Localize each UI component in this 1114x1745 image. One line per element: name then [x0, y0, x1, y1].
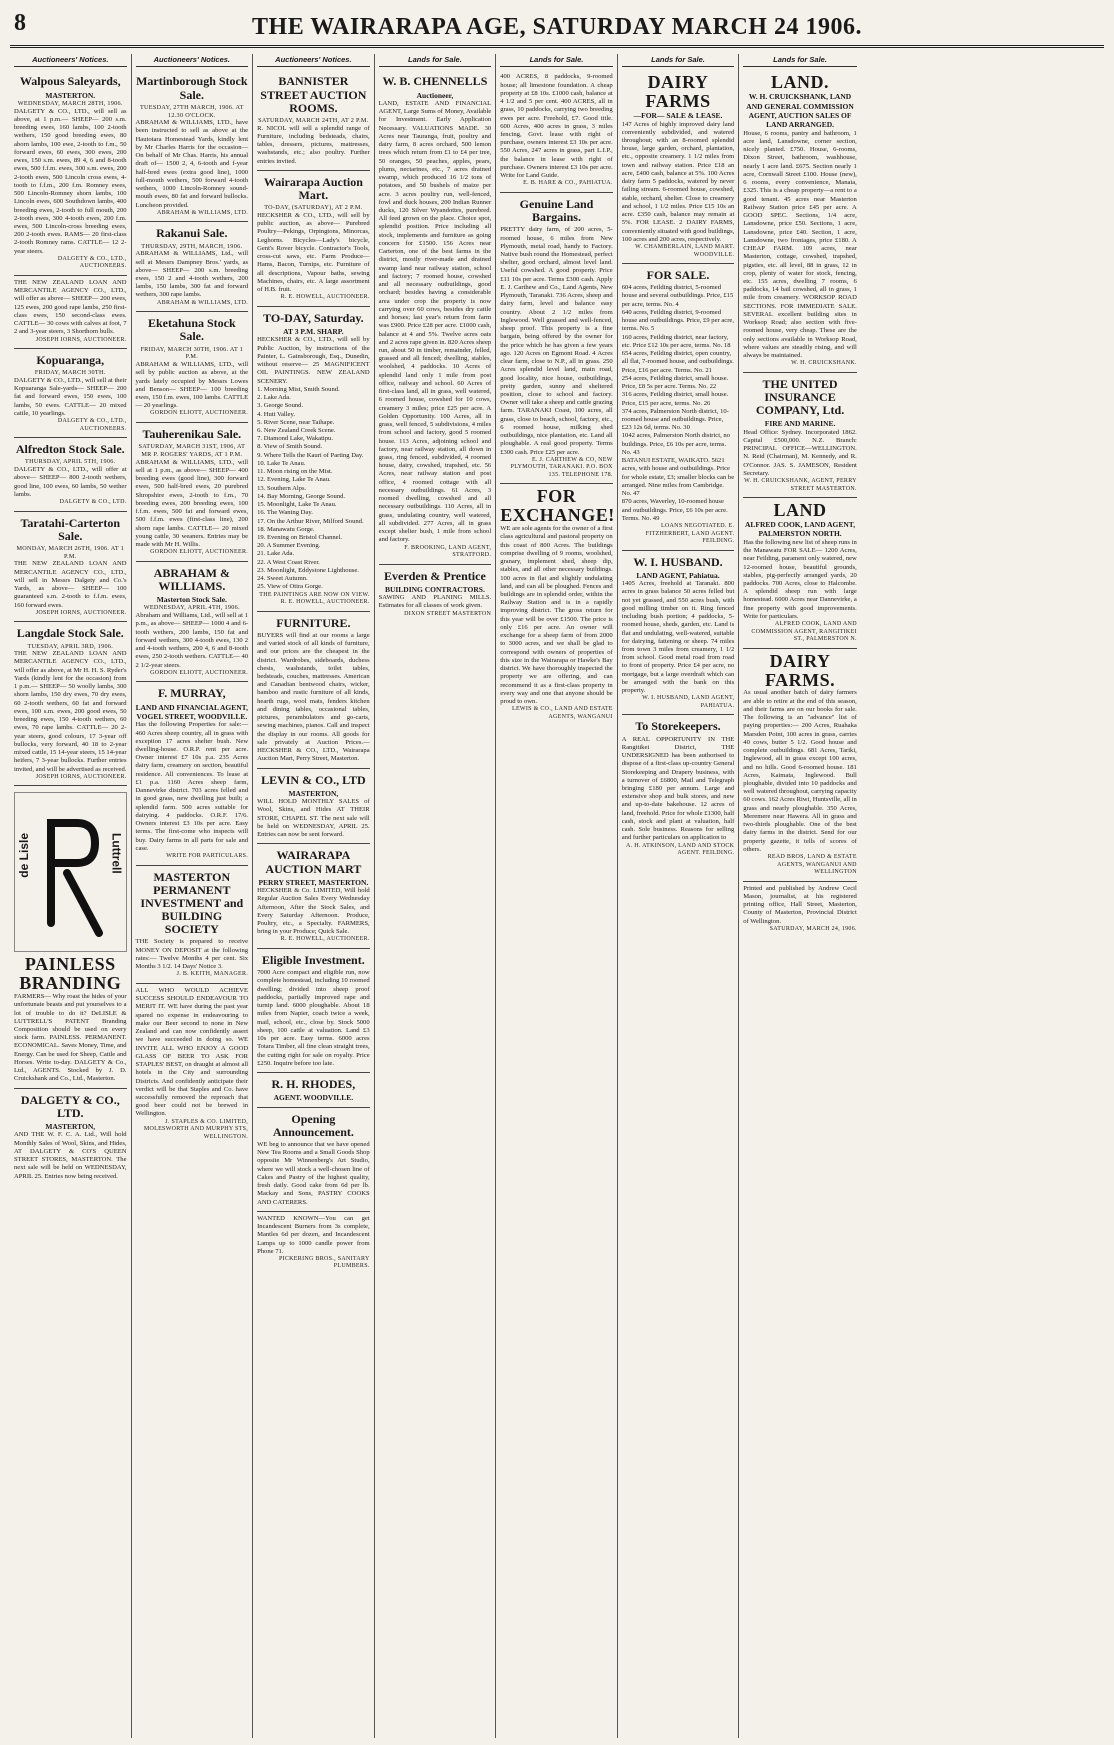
ad-date: FRIDAY, MARCH 30TH. — [34, 369, 106, 377]
list-item: 870 acres, Waverley, 10-roomed house and outbuildings. Price, £6 10s per acre. Terms. No. 49 — [621, 498, 728, 522]
ad-subtitle: MASTERTON, — [45, 1122, 96, 1131]
advertisement — [500, 193, 613, 484]
ad-signature: ABRAHAM & WILLIAMS, LTD. — [157, 299, 249, 306]
ad-title: Opening Announcement. — [272, 1111, 354, 1139]
ad-title: DAIRY FARMS. — [764, 650, 836, 690]
ad-title: W. B. CHENNELLS — [382, 74, 488, 89]
newspaper-page — [10, 8, 1104, 1738]
ad-subtitle: AT 3 P.M. SHARP. — [283, 327, 344, 337]
ad-body: A REAL OPPORTUNITY IN THE Rangitikei District, THE UNDERSIGNED has been authorised to dispose of a first-class up-country General Storekeeping and Drapery business, with a turnover of £6800, Mail and Telegraph bringing £180 per annum. Large and extensive shop and bulk stores, and new and up-to-date bakehouse. 12 acres of land, freehold. Price for whole £1300, half cash, stock and plant at valuation, half cash. Sole business. Reasons for selling and further particulars on application to — [621, 735, 735, 842]
ad-signature: ALFRED COOK, LAND AND COMMISSION AGENT, RANGITIKEI ST., PALMERSTON N. — [751, 621, 857, 643]
ad-body: 400 ACRES, 8 paddocks, 9-roomed house; all limestone foundation. A cheap property at £8 10s. £1000 cash, balance at 4 1/2 and 5 per cent. 400 ACRES, all in grass, 10 paddocks, carrying two breeding ewes per acre. Freehold, £7. Good title. 600 Acres, 400 acres in grass, 3 miles fencing, Govt. lease with right of purchase, owners interest £3 10s per acre. 550 Acres, 247 acres in grass, part L.I.P., the balance in lease with right of purchase. Owners interest £3 10s per acre. Write for Land Guide. — [500, 73, 613, 180]
advertisement — [136, 562, 249, 683]
ad-signature: DALGETY & CO., LTD., AUCTIONEERS. — [57, 418, 127, 432]
column-7 — [739, 54, 861, 1738]
column-header: Auctioneers' Notices. — [257, 54, 370, 67]
ad-body: SAWING AND PLANING MILLS. Estimates for all classes of work given. — [378, 594, 492, 610]
column-3 — [253, 54, 375, 1738]
advertisement — [14, 70, 127, 276]
ad-subtitle: Masterton Stock Sale. — [156, 595, 227, 605]
ad-title: Walpous Saleyards, — [19, 74, 121, 89]
ad-body: Head Office: Sydney. Incorporated 1862. Capital £500,000. N.Z. Branch: PRINCIPAL OFFICE—WELLINGTON. N. Reid (Chairman), M. Kennedy, and R. O'Connor. JAS. S. JAMESON, Resident Secretary. — [743, 428, 857, 477]
ad-body: ABRAHAM & WILLIAMS, Ltd., will sell at Messrs Dampney Bros.' yards, as above— SHEEP— 200 s.m. breeding ewes, 150 2 and 4-tooth wethers, 200 lambs, 150 lambs, 300 fat and forward wethers, 300 rape lambs. — [135, 250, 249, 299]
advertisement — [14, 349, 127, 438]
advertisement — [622, 715, 735, 861]
list-item: 11. Moon rising on the Mist. — [257, 468, 333, 476]
newspaper-title: THE WAIRARAPA AGE, SATURDAY MARCH 24 1906. — [252, 14, 862, 40]
ad-body: THE NEW ZEALAND LOAN AND MERCANTILE AGENCY CO., LTD., will offer as above— SHEEP— 200 ewes, 125 ewes, 200 good rape lambs, 250 first-class ewes, 150 second-class ewes. CATTLE— 30 cows with calves at foot, 7 2 and 3-year steers, 3 Shorthorn bulls. — [14, 278, 127, 336]
ad-date: FRIDAY, MARCH 30TH, 1906. AT 1 P.M. — [140, 345, 244, 361]
advertisement — [500, 484, 613, 725]
list-item: 25. View of Otira Gorge. — [257, 583, 323, 591]
ad-subtitle: MASTERTON. — [45, 90, 96, 100]
list-item: 316 acres, Feilding district, small house. Price, £15 per acre, terms. No. 26 — [621, 391, 729, 407]
advertisement — [14, 438, 127, 511]
masthead — [10, 8, 1104, 48]
advertisement — [622, 70, 735, 264]
advertisement — [743, 373, 857, 498]
ad-body: THE NEW ZEALAND LOAN AND MERCANTILE AGENCY CO., LTD., will sell in Messrs Dalgety and Co.'s Yards, as above— SHEEP— 100 guaranteed s.m. 2-tooth to f.f.m. ewes, 160 forward ewes. — [14, 560, 127, 609]
ad-title: ABRAHAM & WILLIAMS. — [153, 565, 230, 593]
list-item: 10. Lake Te Anau. — [257, 459, 306, 467]
advertisement — [257, 307, 370, 612]
list-item: 23. Moonlight, Eddystone Lighthouse. — [257, 566, 359, 574]
ad-title: THE UNITED INSURANCE COMPANY, Ltd. — [755, 376, 845, 418]
list-item: 14. Bay Morning, George Sound. — [257, 492, 346, 500]
column-header: Lands for Sale. — [379, 54, 492, 67]
ad-body: ABRAHAM & WILLIAMS, LTD., have been instructed to sell as above at the Hautotara Homestead Yards, kindly lent by Mr Charles Harris for the occasion— On behalf of Mr Chas. Harris, his annual draft of— 1500 2, 4, 6-tooth and f-year half-bred ewes (extra good line), 1000 full-mouth wethers, 500 forward 4-tooth wethers, 1000 Lincoln-Romney sound-mouth ewes, 80 fat and forward bullocks. Luncheon provided. — [135, 119, 249, 209]
ad-body: Abraham and Williams, Ltd., will sell at 1 p.m., as above— SHEEP— 1000 4 and 6-tooth wethers, 200 lambs, 150 fat and forward wethers, 300 4-tooth ewes, 130 2 and 4-tooth wethers, 200 4, 6 and 8-tooth ewes, 250 2-tooth wethers. CATTLE— 40 2 1/2-year steers. — [135, 612, 249, 669]
ad-signature: J. B. KEITH, MANAGER. — [176, 971, 249, 978]
list-item: 374 acres, Palmerston North district, 10-roomed house and outbuildings. Price, £23 12s 6d, terms. No. 30 — [621, 407, 729, 432]
list-item: 5. River Scene, near Taihape. — [257, 418, 335, 426]
ad-body: 147 Acres of highly improved dairy land conveniently subdivided, and watered throughout; with an 8-roomed splendid house, large garden, orchard, plantation, etc., opposite creamery. 1 1/2 miles from town and railway station. Price £18 an acre, £400 cash, balance at 5%. 100 Acres dairy farm 5 paddocks, watered by never failing stream. 6-roomed house, cowshed, stable, orchard, shelter. Close to creamery and school, 1 1/2 miles. Price £15 10s an acre. £350 cash, balance may remain at 5%. FOR LEASE. 2 DAIRY FARMS, conveniently situated with good buildings, 100 acres and 200 acres, respectively. — [621, 120, 735, 243]
ad-signature: W. H. CRUICKSHANK, AGENT, PERRY STREET MASTERTON. — [744, 478, 857, 492]
ad-signature: E. J. CARTHEW & CO, NEW PLYMOUTH, TARANAKI. P.O. BOX 135. TELEPHONE 178. — [510, 456, 613, 478]
ad-title: Martinborough Stock Sale. — [136, 74, 248, 102]
advertisement — [136, 222, 249, 312]
ad-body: 1405 Acres, freehold at Taranaki. 800 acres in grass balance 50 acres felled but not yet grassed, and 550 acres bush, with good milling timber on it. Ring fenced including bush portion; 4 paddocks, 5-roomed house, sheds, garden, etc. Land is flat and undulating, well-watered, suitable for dairying, fattening or sheep. 74 miles from town 3 miles from creamery, 1 1/2 from school. Good metal road from road to front of property. Price £4 per acre, no mortgage, but a large overdraft which can be arranged with the bank on this property. — [621, 580, 735, 695]
list-item: 254 acres, Feilding district, small house. Price, £8 5s per acre. Terms. No. 22 — [621, 374, 729, 391]
advertisement — [257, 1108, 370, 1212]
column-2 — [132, 54, 254, 1738]
ad-date: WEDNESDAY, MARCH 28TH, 1906. — [17, 99, 123, 107]
advertisement — [257, 1212, 370, 1275]
ad-signature: R. E. HOWELL, AUCTIONEER. — [280, 294, 370, 301]
ad-body: BUYERS will find at our rooms a large and varied stock of all kinds of furniture, and our prices are the cheapest in the district. Wardrobes, sideboards, duchess chests, washstands, toilet tables, bedsteads, couches, mattresses. American and Canadian bentwood chairs, wicker, bamboo and rustic furniture of all kinds, hearth rugs, wool mats, fenders kitchen and dining tables, occasional tables, pictures, perambulators and go-carts, sewing machines, pianos. Call and inspect the display in our rooms. All goods for sale privately at Auction Prices.—HECKSHER & CO., LTD., Wairarapa Auction Mart, Perry Street, Masterton. — [257, 631, 370, 763]
advertisement — [136, 70, 249, 222]
ad-date: WEDNESDAY, APRIL 4TH, 1906. — [143, 604, 240, 612]
column-header: Lands for Sale. — [743, 54, 857, 67]
advertisement — [257, 949, 370, 1073]
ad-title: LAND — [773, 500, 827, 521]
list-item: 17. On the Arthur River, Milford Sound. — [257, 517, 364, 525]
advertisement — [257, 70, 370, 170]
advertisement — [14, 1089, 127, 1185]
ad-subtitle: FIRE AND MARINE. — [764, 419, 836, 429]
ad-title: FURNITURE. — [276, 615, 351, 630]
branding-iron-icon — [37, 803, 107, 943]
ad-body: DALGETY & CO., LTD., will offer at above— SHEEP— 800 2-tooth wethers, good line, 100 ewes, 60 lambs, 50 wether lambs. — [14, 466, 127, 498]
ad-date: SATURDAY, MARCH 24TH, AT 2 P.M. — [258, 116, 369, 124]
list-item: 13. Southern Alps. — [257, 484, 307, 492]
column-header: Auctioneers' Notices. — [14, 54, 127, 67]
ad-signature: LEWIS & CO., LAND AND ESTATE AGENTS, WANGANUI — [511, 706, 613, 720]
ad-signature: READ BROS, LAND & ESTATE AGENTS, WANGANUI AND WELLINGTON — [767, 854, 857, 876]
list-item: 640 acres, Feilding district, 9-roomed house and outbuildings. Price, £9 per acre, terms. No. 5 — [621, 308, 734, 333]
list-item: 9. Where Tells the Kauri of Parting Day. — [257, 451, 364, 459]
ad-signature: GORDON ELIOTT, AUCTIONEER. — [150, 549, 249, 556]
ad-subtitle: ALFRED COOK, LAND AGENT, PALMERSTON NORTH. — [745, 520, 856, 539]
advertisement — [622, 551, 735, 716]
ad-date: TO-DAY, (SATURDAY), AT 2 P.M. — [264, 204, 363, 212]
ad-title: Genuine Land Bargains. — [519, 196, 594, 225]
list-item: 6. New Zealand Creek Scene. — [257, 426, 336, 434]
ad-title: FOR EXCHANGE! — [500, 486, 615, 526]
column-6 — [618, 54, 740, 1738]
advertisement — [14, 512, 127, 623]
ad-subtitle: PERRY STREET, MASTERTON. — [258, 877, 369, 887]
ad-signature: THE PAINTINGS ARE NOW ON VIEW. R. E. HOWELL, AUCTIONEER. — [259, 591, 370, 606]
ad-title: Tauherenikau Sale. — [142, 426, 242, 441]
list-item: 24. Sweet Autumn. — [257, 575, 308, 583]
ad-date: TUESDAY, 27TH MARCH, 1906. AT 12.30 O'CLOCK. — [139, 103, 244, 119]
list-item: 18. Manawatu Gorge. — [257, 525, 315, 533]
advertisement — [136, 682, 249, 865]
columns-container — [10, 54, 1104, 1738]
ad-body: Has the following Properties for sale:— 460 Acres sheep country, all in grass with exception 17 acres shelter bush. New dwelling-house. O.R.P. rent per acre. Owner interest £7 10s p.a. 235 Acres dairy farm, creamery on section, beautiful residence. All conveniences. To lease at £1 p.a. 1160 Acres sheep farm, Dannevirke district. 703 acres felled and in good grass, new dwelling just built; a splendid farm. 500 acres suitable for dairying. 4 paddocks. O.R.F. 17/6. Owners interest £3 10s per acre. Easy terms. The first-come who inspects will buy. Dairy farms in all parts for sale and case. — [135, 721, 249, 852]
ad-signature: DIXON STREET MASTERTON — [404, 610, 492, 617]
ad-title: DAIRY FARMS — [645, 72, 711, 112]
ad-title: Taratahi-Carterton Sale. — [20, 515, 121, 543]
list-item: 2. Lake Ada. — [257, 394, 291, 402]
ad-body: ABRAHAM & WILLIAMS, LTD., will sell by public auction as above, at the yards lately occupied by Messrs Lowes and Benson— SHEEP— 100 breeding ewes, 150 f.m. ewes, 100 lambs. CATTLE— 20 yearlings. — [135, 361, 249, 410]
list-item: 7. Diamond Lake, Wakatipu. — [257, 435, 333, 443]
ad-body: WE are sole agents for the owner of a first class agricultural and pastoral property on this coast of 800 Acres. The buildings comprise dwelling of 9 rooms, woolshed, granary, implement shed, sheep dip, stables, and all other necessary buildings. 100 acres in flat and slightly undulating land, and can all be ploughed. Fences and buildings are in splendid order, within the Railway Station and is in a rapidly improving district. The gross return for this year will be over £1500. The price is only £16 per acre. An owner will exchange for a sheep farm of from 2000 to 3000 acres, and we shall be glad to correspond with owners of properties of this size in the Wairarapa or Hawke's Bay district. We have thoroughly inspected the property we are offering, and can recommend it as a first-class property in every way and one that anyone should be proud to own. — [500, 525, 613, 706]
advertisement — [743, 498, 857, 648]
advertisement — [257, 769, 370, 845]
list-item: BATANUI ESTATE, WAIKATO. 5621 acres, with house and outbuildings. Price for whole estate, £3; smaller blocks can be arranged. Nine miles from Cambridge. No. 47 — [621, 457, 735, 498]
ad-signature: PICKERING BROS., SANITARY PLUMBERS. — [278, 1255, 370, 1270]
ad-title: Rakanui Sale. — [156, 226, 228, 241]
advertisement — [379, 565, 492, 623]
ad-signature: DALGETY & CO., LTD. — [59, 499, 127, 506]
ad-signature: GORDON ELIOTT, AUCTIONEER. — [150, 410, 249, 417]
ad-subtitle: LAND AGENT, Pahiatua. — [636, 570, 720, 580]
list-item: 16. The Waning Day. — [257, 509, 313, 517]
column-4 — [375, 54, 497, 1738]
ad-body: As usual another batch of dairy farmers are able to retire at the end of this season, and their farms are on our books for sale. The following is an "advance" list of paying properties:— 200 Acres, Ruahaka Marsden Point, 100 acres in grass, carries 40 cows, butter 5 1/2. Good house and complete outbuildings. 681 Acres, Tariki, Inglewood, all in grass except 100 acres, and no hills. Good 6-roomed house. 181 Acres, Kaimata, Inglewood. Bull ploughable, divided into 10 paddocks and well watered throughout, carrying capacity 60 cows. 162 Acres Riwi, Huntsville, all in grass and nearly ploughable. 350 Acres, Meremere near Hawera. All in grass and two-thirds ploughable. One of the best dairy farms in the district. Send for our property gazette, it tells of scores of others. — [743, 689, 857, 853]
advertisement — [257, 844, 370, 949]
ad-date: THURSDAY, APRIL 5TH, 1906. — [25, 458, 116, 466]
ad-subtitle: MASTERTON, — [288, 788, 339, 798]
list-item: 21. Lake Ada. — [257, 550, 295, 558]
ad-body: Has the following new list of sheep runs in the Manawatu FOR SALE— 1200 Acres, near Feilding, parament only watered, new 12-roomed house, beautiful grounds, stables, pig-perfectly arranged yards, 20 paddocks. 700 Acres, close to Halcombe. A splendid sheep run with large homestead. 6000 Acres near Dannevirke, a fine property with good improvements. Write for particulars. — [743, 538, 857, 620]
advertisement — [14, 786, 127, 1088]
ad-body: House, 6 rooms, pantry and bathroom, 1 acre land, Lansdowne, corner section, nicely planted. £750. House, 6-rooms, Dixon Street, bathroom, washhouse, nearly 1 acre land. £675. Section nearly 1 acre, Cornwall Street £100. House (new), 6 rooms, every convenience, Manaia, £325. This is a cheap property—a rent to a good tenant. 45 acres near Masterton Railway Station price £45 per acre. A GOOD SPEC. Sections, 1/4 acre, Lansdowne, price £50. Sections, 1 acre, Lansdowne, price £40. Section, 1 acre, Lansdowne, two frontages, price £180. A CHEAP FARM. 109 acres, near Masterton, cottage, cowshed, trapshed, pigsties, etc. all level, 88 in grass, 12 in crop, plenty of water for stock, fencing, etc. 155 acres, dwelling 7 rooms, 6 paddocks, 14 bail cowshed, all in grass, 1 mile from creamery. WORKSOP ROAD SECTIONS. FOR IMMEDIATE SALE. SEVERAL excellent building sites in Worksop Road; also section with five-roomed house, very cheap. These are the only sections available in Worksop Road, where values are steadily rising, and will always be maintained. — [743, 129, 857, 360]
ad-title: WAIRARAPA AUCTION MART — [265, 848, 362, 876]
ad-signature: ABRAHAM & WILLIAMS, LTD. — [157, 209, 249, 216]
ad-body: AND THE W. F. C. A. Ltd., Will hold Monthly Sales of Wool, Skins, and Hides, AT DALGETY & CO'S QUEEN STREET STORES, MASTERTON. The next sale will be held on WEDNESDAY, APRIL 25. Entries now being received. — [14, 1131, 127, 1180]
ad-signature: W. CHAMBERLAIN, LAND MART. WOODVILLE. — [635, 244, 735, 258]
ad-title: Kopuaranga, — [36, 353, 105, 368]
ad-body: LAND, ESTATE AND FINANCIAL AGENT, Large Sums of Money, Available for Investment. Early Application Necessary. VALUATIONS MADE. 30 Acres near Tauranga, fruit, poultry and dairy farm, 8 acres orchard, 500 lemon trees which return from £1 to £4 per tree, 50 oranges, 50 peaches, apples, pears, plums, nectarines, etc., 7 acres drained swamp, which produced 16 1/2 tons of potatoes, and 50 bushels of maize per acre. 3 acres poultry run, well-fenced, fowl and duck houses, 200 Indian Runner ducks, 120 Silver Wyandottes, purebred. All feed grown on the place. Choice spot, splendid position. Price including all stock, implements and furniture as going concern for £1500. 156 Acres near Carterton, one of the best farms in the district, mostly river-made and drained swamp land near railway station, school and factory; 7 roomed house, cowshed and all necessary outbuildings, good orchard; besides having a considerable area under crop the property is now carrying over 60 cows, besides dry cattle and horses; last year's return from farm was £900. Price £28 per acre. £1000 cash, balance at 4 and 5%. Twelve acres oats and 2 acres rape given in. 820 Acres sheep run, about 50 in timber, remainder, felled, grassed and all fenced; dwelling, stables, woolshed, 4 paddocks. 10 Acres of splendid land only 1 mile from post office, railway and school. 60 Acres of first-class land, all in grass, well watered, 6 roomed house, cowshed for 10 cows, creamery 3 miles; price £25 per acre. A Golden Opportunity. 100 Acres, all in grass, well fenced, 5 subdivisions, 4 miles from school and factory, good 5 roomed house. 113 Acres, adjoining school and factory, near railway station, all down in grass, ring fenced, subdivided, 4 roomed house, dairy, cowshed, trapshed, etc. 56 Acres, near railway station and post office, 4 roomed cottage with all necessary outbuildings. 61 Acres, 3 roomed dwelling, cowshed and all necessary outbuildings. 110 Acres, all in grass, undulating country, well watered, all subdivided. 277 Acres, all in grass except shelter bush, 1 mile from school and factory. — [378, 99, 492, 544]
list-item: 20. A Summer Evening. — [257, 542, 321, 550]
ad-body: WILL HOLD MONTHLY SALES of Wool, Skins, and Hides AT THEIR STORE, CHAPEL ST. The next sale will be held on WEDNESDAY, APRIL 25. Entries can now be sent forward. — [257, 798, 370, 839]
ad-title: TO-DAY, Saturday. — [263, 310, 364, 325]
ad-body: THE Society is prepared to receive MONEY ON DEPOSIT at the following rates:— Twelve Months 4 per cent. Six Months 3 1/2. 14 Days' Notice 3. — [135, 938, 249, 971]
ad-subtitle: BUILDING CONTRACTORS. — [384, 584, 485, 594]
ad-body: THE NEW ZEALAND LOAN AND MERCANTILE AGENCY CO., LTD., will offer as above, at Mr H. H. S. Ryder's Yards (kindly lent for the occasion) from 1 p.m.— SHEEP— 50 woolly lambs, 300 shorn lambs, 150 dry ewes, 70 dry ewes, 60 2-tooth wethers, 60 fat and forward ewes, 100 s.m. ewes, 200 good ewes, 50 breeding ewes, 150 4-tooth wethers, 60 ewes, 70 rape lambs. CATTLE— 20 2-year steers, good colours, 17 3-year off bullocks, very forward, 40 18 to 2-year mixed cattle, 15 14-year steers, 15 14-year heifers, 7 3-year bullocks. Further entries invited, and will be advertised as received. — [14, 650, 127, 773]
ad-title: F. MURRAY, — [157, 686, 226, 701]
ad-date: SATURDAY, MARCH 31ST, 1906, AT MR P. ROGERS' YARDS, AT 1 P.M. — [138, 443, 246, 458]
advertisement — [500, 70, 613, 193]
ad-body: HECKSHER & CO., LTD., will sell by public auction, as above— Purebred Poultry—Pekings, Orpingtons, Minorcas, Leghorns. Bicycles—Lady's bicycle, Gent's Rover bicycle. Contractor's Tools, cross-cut saws, etc. Farm Produce—Hams, Bacon, Turnips, etc. Furniture of all descriptions, Vapour baths, sewing Machines, chairs, etc. A large assortment of H.B. fruit. — [257, 211, 370, 294]
ad-date: THURSDAY, 29TH, MARCH, 1906. — [141, 242, 243, 250]
ad-signature: DALGETY & CO., LTD., AUCTIONEERS. — [57, 255, 127, 270]
ad-subtitle: W. H. CRUICKSHANK, LAND AND GENERAL COMMISSION AGENT, AUCTION SALES OF LAND ARRANGED. — [746, 92, 854, 130]
column-header: Auctioneers' Notices. — [136, 54, 249, 67]
column-header: Lands for Sale. — [622, 54, 735, 67]
ad-title: BANNISTER STREET AUCTION ROOMS. — [260, 74, 367, 115]
ad-title: Eligible Investment. — [262, 952, 365, 967]
advertisement — [743, 70, 857, 372]
ad-body: DALGETY & CO., LTD., will sell at their Kopuaranga Sale-yards— SHEEP— 200 fat and forward ewes, 150 ewes, 100 lambs, 50 ewes. CATTLE— 20 mixed cattle, 10 yearlings. — [14, 376, 127, 417]
advertisement — [743, 882, 857, 938]
ad-title: LAND. — [771, 72, 830, 93]
advertisement — [136, 984, 249, 1145]
ad-title: PAINLESS BRANDING — [19, 954, 122, 994]
ad-title: R. H. RHODES, — [271, 1076, 356, 1091]
column-header: Lands for Sale. — [500, 54, 613, 67]
ad-title: DALGETY & CO., LTD. — [20, 1092, 120, 1120]
brand-label-right: Luttrell — [109, 833, 124, 874]
ad-title: MASTERTON PERMANENT INVESTMENT and BUILDING SOCIETY — [140, 869, 244, 937]
ad-body: 7000 Acre compact and eligible run, now complete homestead, including 10 roomed dwelling; divided into sheep proof paddocks, partially improved rape and turnip land. 6000 ploughable. About 18 miles from Napier, coach twice a week, mail, school, etc., close by. Stock 5000 sheep, 100 cattle at valuation. Land £3 10s per acre. Easy terms. 6000 acres Totara Timber, all fine clean straight trees, the cutting right for sale on royalty. Price £250. Inquire before too late. — [257, 969, 370, 1067]
ad-signature: F. BROOKING, LAND AGENT, STRATFORD. — [404, 544, 492, 559]
ad-signature: R. E. HOWELL, AUCTIONEER. — [280, 936, 370, 943]
advertisement — [257, 171, 370, 307]
list-item: 604 acres, Feilding district, 5-roomed house and several outbuildings. Price, £15 per acre, terms. No. 4 — [621, 284, 734, 308]
ad-signature: SATURDAY, MARCH 24, 1906. — [769, 925, 857, 932]
ad-signature: JOSEPH IORNS, AUCTIONEER. — [35, 609, 127, 616]
ad-signature: GORDON ELIOTT, AUCTIONEER. — [150, 669, 249, 676]
ad-title: Wairarapa Auction Mart. — [263, 174, 363, 203]
ad-subtitle: AGENT. WOODVILLE. — [273, 1093, 354, 1103]
list-item: 8. View of Smith Sound. — [257, 443, 323, 451]
advertisement — [14, 622, 127, 786]
advertisement — [257, 1073, 370, 1108]
ad-signature: JOSEPH IORNS, AUCTIONEER. — [35, 336, 127, 343]
list-item: 4. Hutt Valley. — [257, 410, 296, 418]
advertisement — [14, 276, 127, 349]
brand-label-left: de Lisle — [17, 833, 31, 878]
ad-subtitle: Auctioneer, — [416, 90, 454, 100]
ad-subtitle: —FOR— SALE & LEASE. — [633, 111, 723, 121]
ad-body: PRETTY dairy farm, of 200 acres, 5-roomed house, 6 miles from New Plymouth, metal road, handy to Factory. Native bush round the Homestead, perfect shelter, good orchard, almost level land. Useful cowshed. A good property. Price £11 10s per acre. Terms £300 cash. Apply E. J. Carthew and Co., Land Agents, New Plymouth, Taranaki. 736 Acres, sheep and dairy farm, level and balance easy country. About 2 1/2 miles from Inglewood. Well grassed and well-fenced, sheep proof. This property is a fine bargain, being offered by the owner for the price which he has given a few years ago. 120 Acres on Egmont Road. 4 Acres clear farm, close to N.P., all in grass. 250 Acres splendid level land, main road, good locality, nice house, outbuildings, pretty garden, sunny and sheltered position, close to school and factory. Owner will take a sheep and cattle grazing farm. TARANAKI Coast, 100 acres, all grass, close to beach, school, factory, etc., 6 roomed house, milking shed outbuildings, nice plantation, etc. Land all ploughable. A real good property. Terms £300 cash. Price £25 per acre. — [500, 226, 613, 456]
ad-body: R. NICOL will sell a splendid range of Furniture, including bedsteads, chairs, tables, dressers, pictures, mattresses, washstands, etc.; also poultry. Further entries invited. — [257, 124, 370, 165]
page-number: 8 — [14, 10, 26, 36]
ad-date: MONDAY, MARCH 26TH, 1906. AT 1 P.M. — [16, 544, 125, 560]
ad-signature: W. I. HUSBAND, LAND AGENT, PAHIATUA. — [642, 695, 735, 709]
ad-title: Langdale Stock Sale. — [16, 626, 124, 641]
ad-title: LEVIN & CO., LTD — [261, 772, 366, 787]
list-item: 1042 acres, Palmerston North district, no buildings. Price, £6 10s per acre, terms. No. 43 — [621, 432, 730, 456]
ad-title: To Storekeepers. — [635, 719, 721, 734]
list-item: 160 acres, Feilding district, near factory, etc. Price £12 10s per acre, terms. No. 18 — [621, 333, 731, 349]
column-5 — [496, 54, 618, 1738]
ad-title: W. I. HUSBAND. — [633, 554, 723, 569]
ad-subtitle: LAND AND FINANCIAL AGENT, VOGEL STREET, WOODVILLE. — [135, 702, 249, 721]
ad-body: WE beg to announce that we have opened New Tea Rooms and a Small Goods Shop opposite Mr Winnenberg's Art Studio, where we will stock a well-chosen line of Cakes and Pastry of the highest quality, fresh daily. Good cake from 6d per lb. Mackay and Sons, PASTRY COOKS AND CATERERS. — [257, 1140, 370, 1206]
ad-signature: W. H. CRUICKSHANK. — [791, 360, 857, 367]
advertisement — [257, 612, 370, 769]
advertisement — [136, 866, 249, 984]
ad-title: Alfredton Stock Sale. — [15, 442, 125, 457]
ad-signature: J. STAPLES & CO. LIMITED, MOLESWORTH AND MURPHY STS, WELLINGTON. — [143, 1118, 249, 1140]
ad-body: WANTED KNOWN—You can get Incandescent Burners from 3s complete, Mantles 6d per dozen, and Incandescent Lamps up to 1000 candle power from Phone 71. — [257, 1214, 370, 1255]
list-item: 22. A West Coast River. — [257, 558, 320, 566]
list-item: 15. Moonlight, Lake Te Anau. — [257, 501, 337, 509]
ad-signature: LOANS NEGOTIATED. E. FITZHERBERT, LAND AGENT. FEILDING. — [645, 523, 735, 545]
advertisement — [136, 312, 249, 423]
branding-illustration — [14, 792, 127, 952]
ad-body: DALGETY & CO., LTD., will sell as above, at 1 p.m.— SHEEP— 200 s.m. breeding ewes, 160 lambs, 100 2-tooth wethers, 150 good breeding ewes, 80 aborn lambs, 100 ewe, 2-tooth to f.m., 50 forward ewes, 60 ewes, 300 ewes, 200 ewes, 150 s.m. ewes, 89 4, 6 and 8-tooth ewes, 500 f.f.m. ewes, 300 s.m. ewes, 200 2-tooth ewes, 500 Lincoln cross ewes, 4-tooth to f.f.m., 200 f.m. Romney ewes, 500 Lincoln-Romney shorn lambs, 100 Lincoln ewes, 600 Southdown lambs, 400 breeding ewes, 2-tooth to full mouth, 200 2-tooth ewes, 300 4-tooth ewes, 200 f.m. ewes, 500 Lincoln-cross breeding ewes, 200 2-tooth ewes. RAMS— 20 first-class 2-tooth Romney rams. CATTLE— 12 2-year steers. — [14, 107, 127, 255]
ad-title: FOR SALE. — [646, 268, 710, 283]
ad-body: HECKSHER & Co. LIMITED, Will hold Regular Auction Sales Every Wednesday Afternoon, After the Stock Sales, and Every Saturday Afternoon. Produce, Poultry, etc., a Specialty. FARMERS, bring in your Produce; Quick Sale. — [257, 887, 370, 936]
ad-title: Everden & Prentice — [384, 568, 486, 583]
column-1 — [10, 54, 132, 1738]
advertisement — [379, 70, 492, 564]
ad-signature: E. B. HARE & CO., PAHIATUA. — [523, 180, 613, 187]
ad-body: HECKSHER & CO., LTD., will sell by Public Auction, by instructions of the Painter, L. Gainsborough, Esq., Dunedin, without reserve— 25 MAGNIFICENT OIL PAINTINGS. NEW ZEALAND SCENERY. — [257, 336, 370, 385]
ad-signature: A. H. ATKINSON, LAND AND STOCK AGENT. FEILDING. — [626, 842, 735, 857]
advertisement — [136, 423, 249, 562]
ad-date: TUESDAY, APRIL 3RD, 1906. — [27, 642, 114, 650]
ad-body: ABRAHAM & WILLIAMS, LTD., will sell at 1 p.m., as above— SHEEP— 400 breeding ewes (good line), 300 forward ewes, 500 half-bred ewes, 20 purebred Shropshire ewes, 2-tooth to f.m., 70 breeding ewes, 200 breeding ewes, 100 f.f.m. ewes, 500 fat and forward ewes, 500 f.f.m. ewes (first-class line), 200 shorn rape lambs. CATTLE— 20 mixed young cattle, 30 weaners. Entries may be made with Mr H. Willis. — [135, 458, 249, 548]
list-item: 19. Evening on Bristol Channel. — [257, 534, 343, 542]
advertisement — [743, 649, 857, 882]
advertisement — [622, 264, 735, 550]
list-item: 654 acres, Feilding district, open country, all flat, 7-roomed house, and outbuildings. Price, £16 per acre. Terms. No. 21 — [621, 350, 734, 374]
list-item: 1. Morning Mist, Smith Sound. — [257, 385, 340, 393]
ad-body: Printed and published by Andrew Cecil Mason, journalist, at his registered printing office, Hall Street, Masterton, County of Masterton, Provincial District of Wellington. — [743, 884, 857, 925]
list-item: 12. Evening, Lake Te Anau. — [257, 476, 331, 484]
ad-title: Eketahuna Stock Sale. — [147, 316, 236, 344]
ad-signature: WRITE FOR PARTICULARS. — [166, 853, 249, 860]
ad-body: ALL WHO WOULD ACHIEVE SUCCESS SHOULD ENDEAVOUR TO MERIT IT. WE have during the past year spared no expense in endeavouring to make our Beer second to none in New Zealand and can now confidently assert we have succeeded in doing so. WE INVITE ALL WHO ENJOY A GOOD GLASS OF BEER TO ASK FOR STAPLES' BEST, on draught at almost all hotels in the City and surrounding Districts. And confidently anticipate their verdict will be that Staples and Co. have successfully removed the reproach that good beer could not be brewed in Wellington. — [135, 986, 249, 1118]
ad-signature: JOSEPH IORNS, AUCTIONEER. — [35, 773, 127, 780]
ad-body: FARMERS— Why roast the hides of your unfortunate beasts and put yourselves to a lot of trouble to do it? DeLISLE & LUTTRELL'S PATENT Branding Composition should be used on every stock farm. PAINLESS. PERMANENT. ECONOMICAL. Saves Money, Time, and Energy. Can be used for Sheep, Cattle and Horses. Write to-day. DALGETY & Co., Ltd., AGENTS. Stocked by J. D. Cruickshank and Co., Ltd., Masterton. — [14, 993, 127, 1083]
list-item: 3. George Sound. — [257, 402, 304, 410]
